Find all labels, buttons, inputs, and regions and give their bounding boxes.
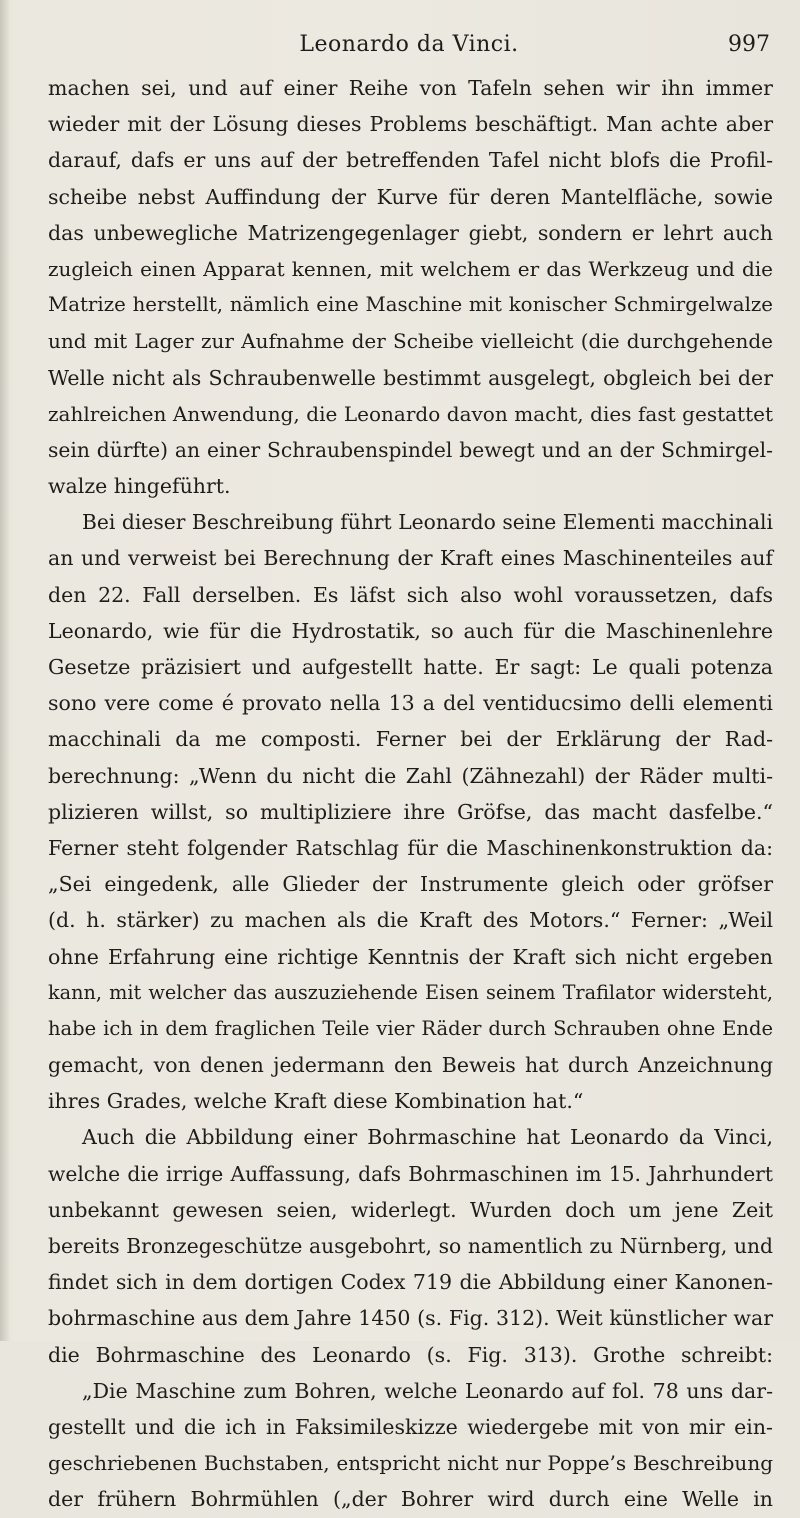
text-line: ihres Grades, welche Kraft diese Kombination hat.“ [48,1089,584,1114]
text-line: bohrmaschine aus dem Jahre 1450 (s. Fig. 312). Weit künstlicher war [48,1306,773,1331]
text-line: gestellt und die ich in Faksimileskizze wiedergebe mit von mir ein- [48,1414,773,1439]
running-title: Leonardo da Vinci. [299,32,519,57]
body-text [48,70,773,1518]
text-line: Leonardo, wie für die Hydrostatik, so auch für die Maschinenlehre [48,618,773,643]
text-line: zahlreichen Anwendung, die Leonardo davon macht, dies fast gestattet [48,401,773,426]
text-line: den 22. Fall derselben. Es läfst sich also wohl voraussetzen, dafs [48,582,773,607]
paragraph-first-line: Bei dieser Beschreibung führt Leonardo seine Elementi macchinali [82,510,773,535]
text-line: machen sei, und auf einer Reihe von Tafeln sehen wir ihn immer [48,76,773,100]
page-number: 997 [728,32,770,57]
text-line: wieder mit der Lösung dieses Problems beschäftigt. Man achte aber [48,112,773,137]
text-line: ohne Erfahrung eine richtige Kenntnis der Kraft sich nicht ergeben [48,944,773,969]
running-head [48,28,770,62]
text-line: scheibe nebst Auffindung der Kurve für deren Mantelfläche, sowie [48,184,773,209]
text-line: zugleich einen Apparat kennen, mit welchem er das Werkzeug und die [48,256,773,281]
text-line: die Bohrmaschine des Leonardo (s. Fig. 313). Grothe schreibt: [48,1342,773,1367]
text-line: sono vere come é provato nella 13 a del ventiducsimo delli elementi [48,691,773,716]
text-line: geschriebenen Buchstaben, entspricht nicht nur Poppe’s Beschreibung [48,1451,773,1476]
text-line: Gesetze präzisiert und aufgestellt hatte. Er sagt: Le quali potenza [48,655,773,679]
paragraph-first-line: Auch die Abbildung einer Bohrmaschine hat Leonardo da Vinci, [82,1125,773,1150]
text-line: unbekannt gewesen seien, widerlegt. Wurden doch um jene Zeit [48,1197,773,1222]
paragraph-first-line: „Die Maschine zum Bohren, welche Leonardo auf fol. 78 uns dar- [82,1378,773,1403]
text-line: plizieren willst, so multipliziere ihre Gröfse, das macht dasfelbe.“ [48,799,773,824]
text-line: gemacht, von denen jedermann den Beweis hat durch Anzeichnung [48,1053,773,1078]
text-line: Matrize herstellt, nämlich eine Maschine mit konischer Schmirgelwalze [48,293,773,317]
text-line: berechnung: „Wenn du nicht die Zahl (Zähnezahl) der Räder multi- [48,763,773,788]
text-line: Ferner steht folgender Ratschlag für die Maschinenkonstruktion da: [48,835,773,860]
text-line: findet sich in dem dortigen Codex 719 die Abbildung einer Kanonen- [48,1270,773,1295]
text-line: welche die irrige Auffassung, dafs Bohrmaschinen im 15. Jahrhundert [48,1161,773,1186]
text-line: (d. h. stärker) zu machen als die Kraft des Motors.“ Ferner: „Weil [48,908,773,933]
text-line: macchinali da me composti. Ferner bei der Erklärung der Rad- [48,727,773,752]
text-line: und mit Lager zur Aufnahme der Scheibe vielleicht (die durchgehende [48,329,773,354]
text-line: der frühern Bohrmühlen („der Bohrer wird durch eine Welle in [48,1487,773,1512]
text-line: sein dürfte) an einer Schraubenspindel bewegt und an der Schmirgel- [48,437,773,462]
binding-shadow [0,0,10,1341]
text-line: kann, mit welcher das auszuziehende Eisen seinem Trafilator widersteht, [48,980,773,1004]
text-line: das unbewegliche Matrizengegenlager giebt, sondern er lehrt auch [48,220,773,245]
text-line: Welle nicht als Schraubenwelle bestimmt ausgelegt, obgleich bei der [48,365,773,390]
text-line: bereits Bronzegeschütze ausgebohrt, so namentlich zu Nürnberg, und [48,1234,773,1258]
text-line: habe ich in dem fraglichen Teile vier Räder durch Schrauben ohne Ende [48,1016,773,1040]
text-line: walze hingeführt. [48,474,231,499]
text-line: darauf, dafs er uns auf der betreffenden Tafel nicht blofs die Profil- [48,148,773,173]
text-line: an und verweist bei Berechnung der Kraft eines Maschinenteiles auf [48,546,773,571]
text-line: „Sei eingedenk, alle Glieder der Instrumente gleich oder gröfser [48,872,773,897]
